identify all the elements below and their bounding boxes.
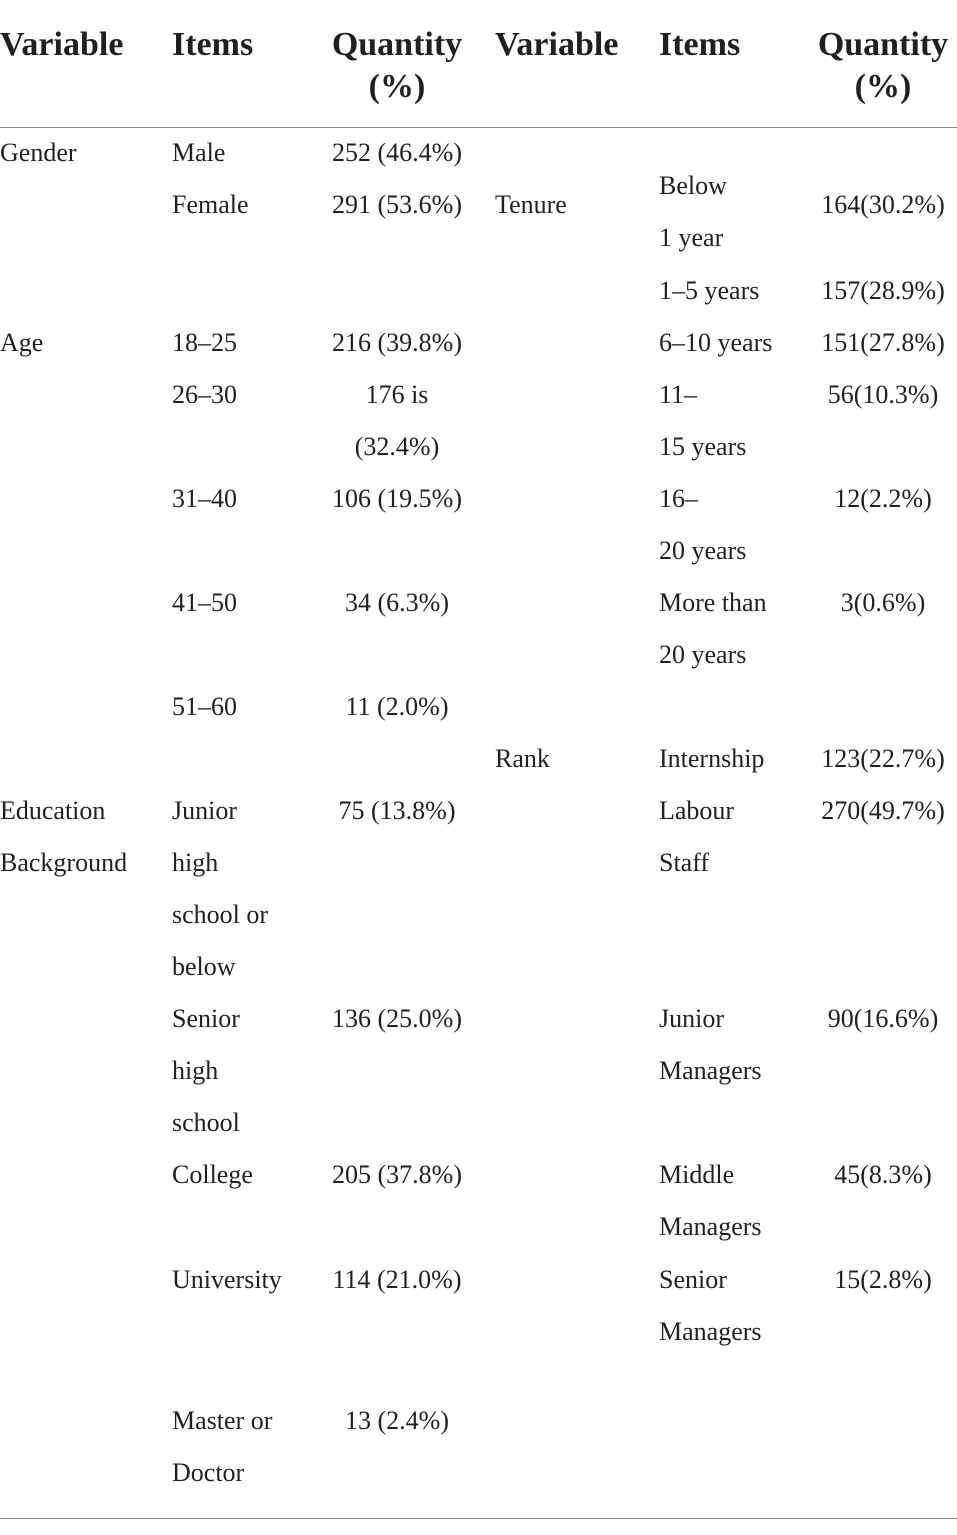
item-rank-junior-line2: Managers xyxy=(659,1056,762,1085)
item-tenure-more-line2: 20 years xyxy=(659,640,747,669)
item-tenure-16-20-line2: 20 years xyxy=(659,536,747,565)
header-items-left: Items xyxy=(172,26,254,63)
item-tenure-1-5: 1–5 years xyxy=(659,276,760,305)
item-male: Male xyxy=(172,138,226,167)
header-quantity-left xyxy=(324,24,470,108)
item-edu-master-line2: Doctor xyxy=(172,1458,245,1487)
qty-tenure-1-5: 157(28.9%) xyxy=(821,276,945,305)
item-tenure-11-15-line1: 11– xyxy=(659,380,698,409)
qty-edu-college: 205 (37.8%) xyxy=(332,1160,462,1189)
qty-edu-master: 13 (2.4%) xyxy=(345,1406,449,1435)
qty-tenure-16-20: 12(2.2%) xyxy=(834,484,932,513)
item-rank-labour-line1: Labour xyxy=(659,796,735,825)
qty-rank-internship: 123(22.7%) xyxy=(821,744,945,773)
header-rule xyxy=(0,127,957,128)
item-edu-junior-line2: high xyxy=(172,848,219,877)
item-edu-senior-line1: Senior xyxy=(172,1004,240,1033)
qty-rank-labour: 270(49.7%) xyxy=(821,796,945,825)
header-quantity-left-line2: (%) xyxy=(368,68,426,105)
item-edu-junior-line3: school or xyxy=(172,900,269,929)
variable-age: Age xyxy=(0,328,44,357)
qty-edu-senior: 136 (25.0%) xyxy=(332,1004,462,1033)
item-rank-senior-line2: Managers xyxy=(659,1317,762,1346)
item-tenure-16-20-line1: 16– xyxy=(659,484,698,513)
item-tenure-11-15-line2: 15 years xyxy=(659,432,747,461)
variable-education-line2: Background xyxy=(0,848,128,877)
item-rank-internship: Internship xyxy=(659,744,765,773)
item-tenure-below-line1: Below xyxy=(659,171,727,200)
item-age-51-60: 51–60 xyxy=(172,692,237,721)
variable-tenure: Tenure xyxy=(495,190,567,219)
qty-female: 291 (53.6%) xyxy=(332,190,462,219)
item-edu-junior-line4: below xyxy=(172,952,236,981)
item-age-18-25: 18–25 xyxy=(172,328,237,357)
header-quantity-left-line1: Quantity xyxy=(331,26,463,63)
item-edu-senior-line2: high xyxy=(172,1056,219,1085)
item-rank-labour-line2: Staff xyxy=(659,848,710,877)
item-rank-middle-line1: Middle xyxy=(659,1160,735,1189)
item-age-26-30: 26–30 xyxy=(172,380,237,409)
qty-age-31-40: 106 (19.5%) xyxy=(332,484,462,513)
item-rank-junior-line1: Junior xyxy=(659,1004,724,1033)
qty-rank-middle: 45(8.3%) xyxy=(834,1160,932,1189)
item-tenure-6-10: 6–10 years xyxy=(659,328,773,357)
item-tenure-more-line1: More than xyxy=(659,588,767,617)
qty-age-26-30-line2: (32.4%) xyxy=(354,432,440,461)
header-items-right: Items xyxy=(659,26,741,63)
qty-male: 252 (46.4%) xyxy=(332,138,462,167)
item-edu-college: College xyxy=(172,1160,253,1189)
item-edu-master-line1: Master or xyxy=(172,1406,273,1435)
variable-education-line1: Education xyxy=(0,796,106,825)
bottom-rule xyxy=(0,1518,957,1519)
qty-age-18-25: 216 (39.8%) xyxy=(332,328,462,357)
qty-edu-university: 114 (21.0%) xyxy=(332,1265,462,1294)
item-edu-university: University xyxy=(172,1265,282,1294)
header-quantity-right xyxy=(810,24,956,108)
header-quantity-right-line1: Quantity xyxy=(817,26,949,63)
qty-age-26-30-line1: 176 is xyxy=(365,380,429,409)
qty-tenure-11-15: 56(10.3%) xyxy=(827,380,939,409)
qty-tenure-more: 3(0.6%) xyxy=(840,588,926,617)
header-variable-right: Variable xyxy=(495,26,619,63)
header-variable-left: Variable xyxy=(0,26,124,63)
qty-rank-senior: 15(2.8%) xyxy=(834,1265,932,1294)
qty-edu-junior: 75 (13.8%) xyxy=(338,796,456,825)
qty-rank-junior: 90(16.6%) xyxy=(827,1004,939,1033)
qty-age-41-50: 34 (6.3%) xyxy=(345,588,449,617)
item-age-31-40: 31–40 xyxy=(172,484,237,513)
header-quantity-right-line2: (%) xyxy=(854,68,912,105)
item-tenure-below-line2: 1 year xyxy=(659,223,724,252)
item-female: Female xyxy=(172,190,249,219)
item-rank-middle-line2: Managers xyxy=(659,1212,762,1241)
qty-tenure-6-10: 151(27.8%) xyxy=(821,328,945,357)
qty-tenure-below: 164(30.2%) xyxy=(821,190,945,219)
variable-gender: Gender xyxy=(0,138,77,167)
item-edu-junior-line1: Junior xyxy=(172,796,237,825)
qty-age-51-60: 11 (2.0%) xyxy=(345,692,449,721)
item-edu-senior-line3: school xyxy=(172,1108,240,1137)
item-rank-senior-line1: Senior xyxy=(659,1265,727,1294)
variable-rank: Rank xyxy=(495,744,550,773)
item-age-41-50: 41–50 xyxy=(172,588,237,617)
